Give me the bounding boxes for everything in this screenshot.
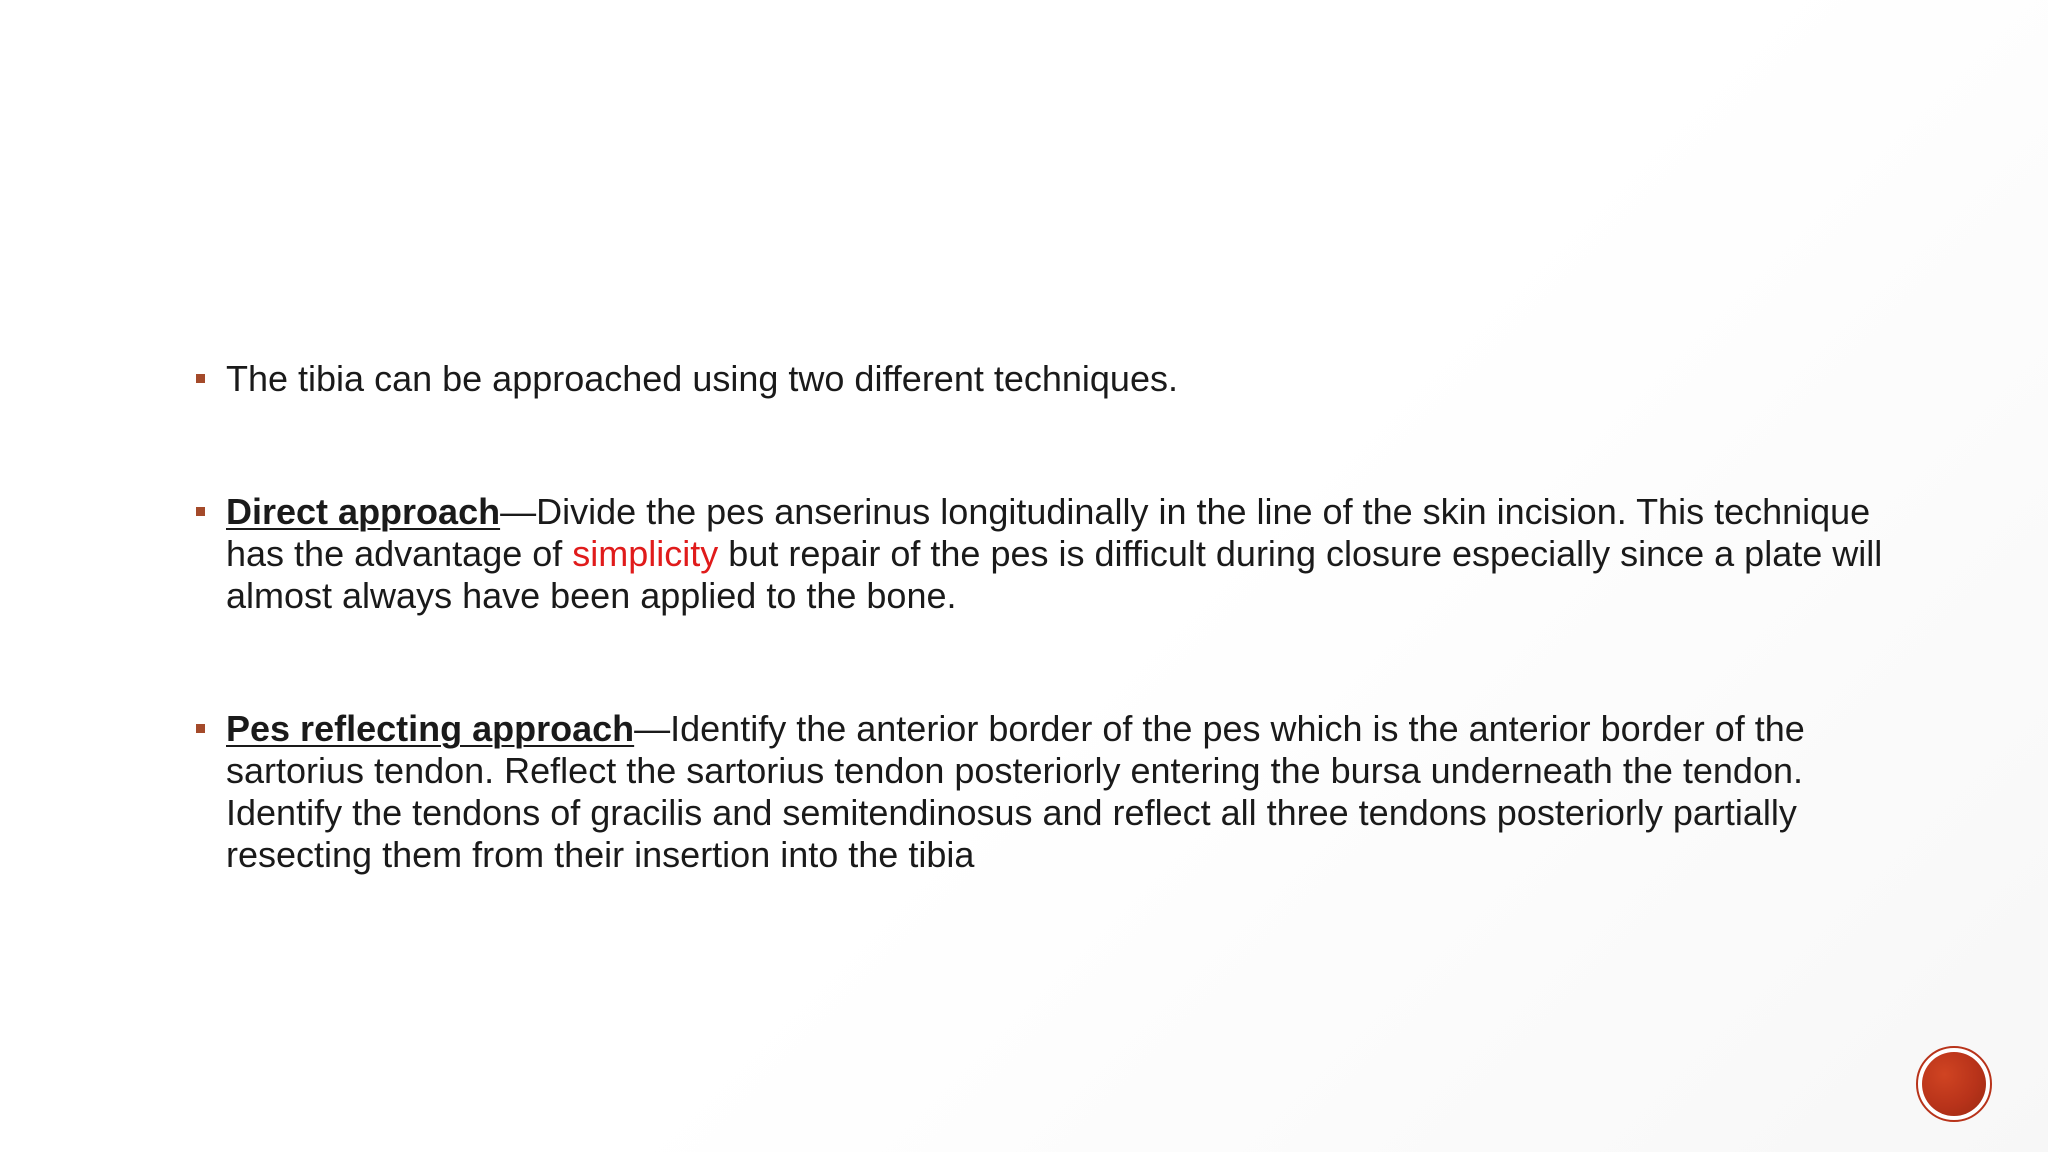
bullet-marker-icon bbox=[196, 507, 205, 516]
highlight-simplicity: simplicity bbox=[572, 533, 719, 574]
bullet-text: The tibia can be approached using two different techniques. bbox=[226, 358, 1178, 399]
badge-circle-icon bbox=[1922, 1052, 1986, 1116]
bullet-item-direct-approach bbox=[196, 491, 1896, 617]
bullet-marker-icon bbox=[196, 724, 205, 733]
slide-corner-badge-icon bbox=[1916, 1046, 1992, 1122]
term-pes-reflecting-approach: Pes reflecting approach bbox=[226, 708, 635, 749]
bullet-item-pes-reflecting-approach bbox=[196, 708, 1896, 876]
bullet-text: —Divide the pes anserinus longitudinally in the line of the skin incision. This technique has the advantage of bbox=[226, 491, 1871, 574]
term-direct-approach: Direct approach bbox=[226, 491, 501, 532]
bullet-text-continued: but repair of the pes is difficult during closure especially since a plate will almost always have been applied to the bone. bbox=[226, 533, 1883, 616]
bullet-text: —Identify the anterior border of the pes which is the anterior border of the sartorius tendon. Reflect the sartorius tendon posteriorly entering the bursa underneath the tendon. Identify the tendons of gracilis and semitendinosus and reflect all three tendons posteriorly partially resecting them from their insertion into the tibia bbox=[226, 708, 1805, 875]
bullet-list bbox=[196, 358, 1896, 876]
bullet-marker-icon bbox=[196, 374, 205, 383]
bullet-item-intro bbox=[196, 358, 1896, 400]
